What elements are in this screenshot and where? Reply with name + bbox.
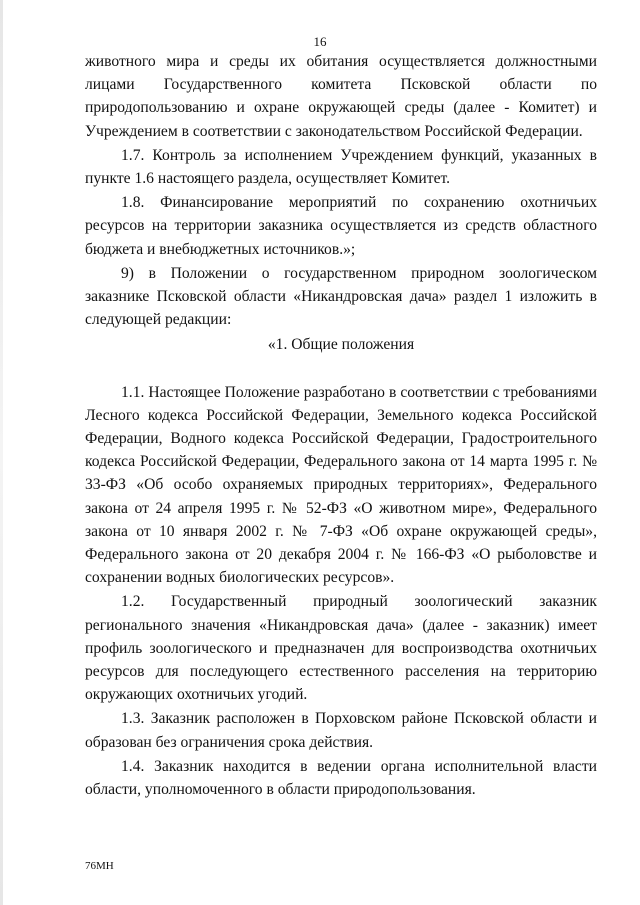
footer-code: 76МН [85, 860, 114, 872]
paragraph-1-1: 1.1. Настоящее Положение разработано в соответствии с требованиями Лесного кодекса Российской Федерации, Земельного кодекса Российской Федерации, Водного кодекса Российской Федерации, Градостроительного кодекса Российской Федерации, Федерального закона от 14 марта 1995 г. № 33-ФЗ «Об особо охраняемых природных территориях», Федерального закона от 24 апреля 1995 г. № 52-ФЗ «О животном мире», Федерального закона от 10 января 2002 г. № 7-ФЗ «Об охране окружающей среды», Федерального закона от 20 декабря 2004 г. № 166-ФЗ «О рыболовстве и сохранении водных биологических ресурсов». [85, 383, 597, 587]
paragraph-1-8: 1.8. Финансирование мероприятий по сохранению охотничьих ресурсов на территории заказника осуществляется из средств областного бюджета и внебюджетных источников.»; [85, 194, 597, 258]
document-body [85, 50, 597, 801]
paragraph-continuation: животного мира и среды их обитания осуществляется должностными лицами Государственного комитета Псковской области по природопользованию и охране окружающей среды (далее - Комитет) и Учреждением в соответствии с законодательством Российской Федерации. [85, 53, 597, 140]
scan-edge [0, 0, 3, 905]
paragraph-1-3: 1.3. Заказник расположен в Порховском районе Псковской области и образован без ограничения срока действия. [85, 710, 597, 751]
paragraph-item-9: 9) в Положении о государственном природном зоологическом заказнике Псковской области «Никандровская дача» раздел 1 изложить в следующей редакции: [85, 264, 597, 329]
page-number: 16 [313, 34, 327, 49]
paragraph-1-4: 1.4. Заказник находится в ведении органа исполнительной власти области, уполномоченного в области природопользования. [85, 757, 597, 799]
paragraph-1-7: 1.7. Контроль за исполнением Учреждением функций, указанных в пункте 1.6 настоящего раздела, осуществляет Комитет. [85, 146, 597, 188]
section-heading: «1. Общие положения [267, 336, 415, 354]
paragraph-1-2: 1.2. Государственный природный зоологический заказник регионального значения «Никандровская дача» (далее - заказник) имеет профиль зоологического и предназначен для воспроизводства охотничьих ресурсов для последующего естественного расселения на территорию окружающих охотничьих угодий. [85, 593, 597, 704]
